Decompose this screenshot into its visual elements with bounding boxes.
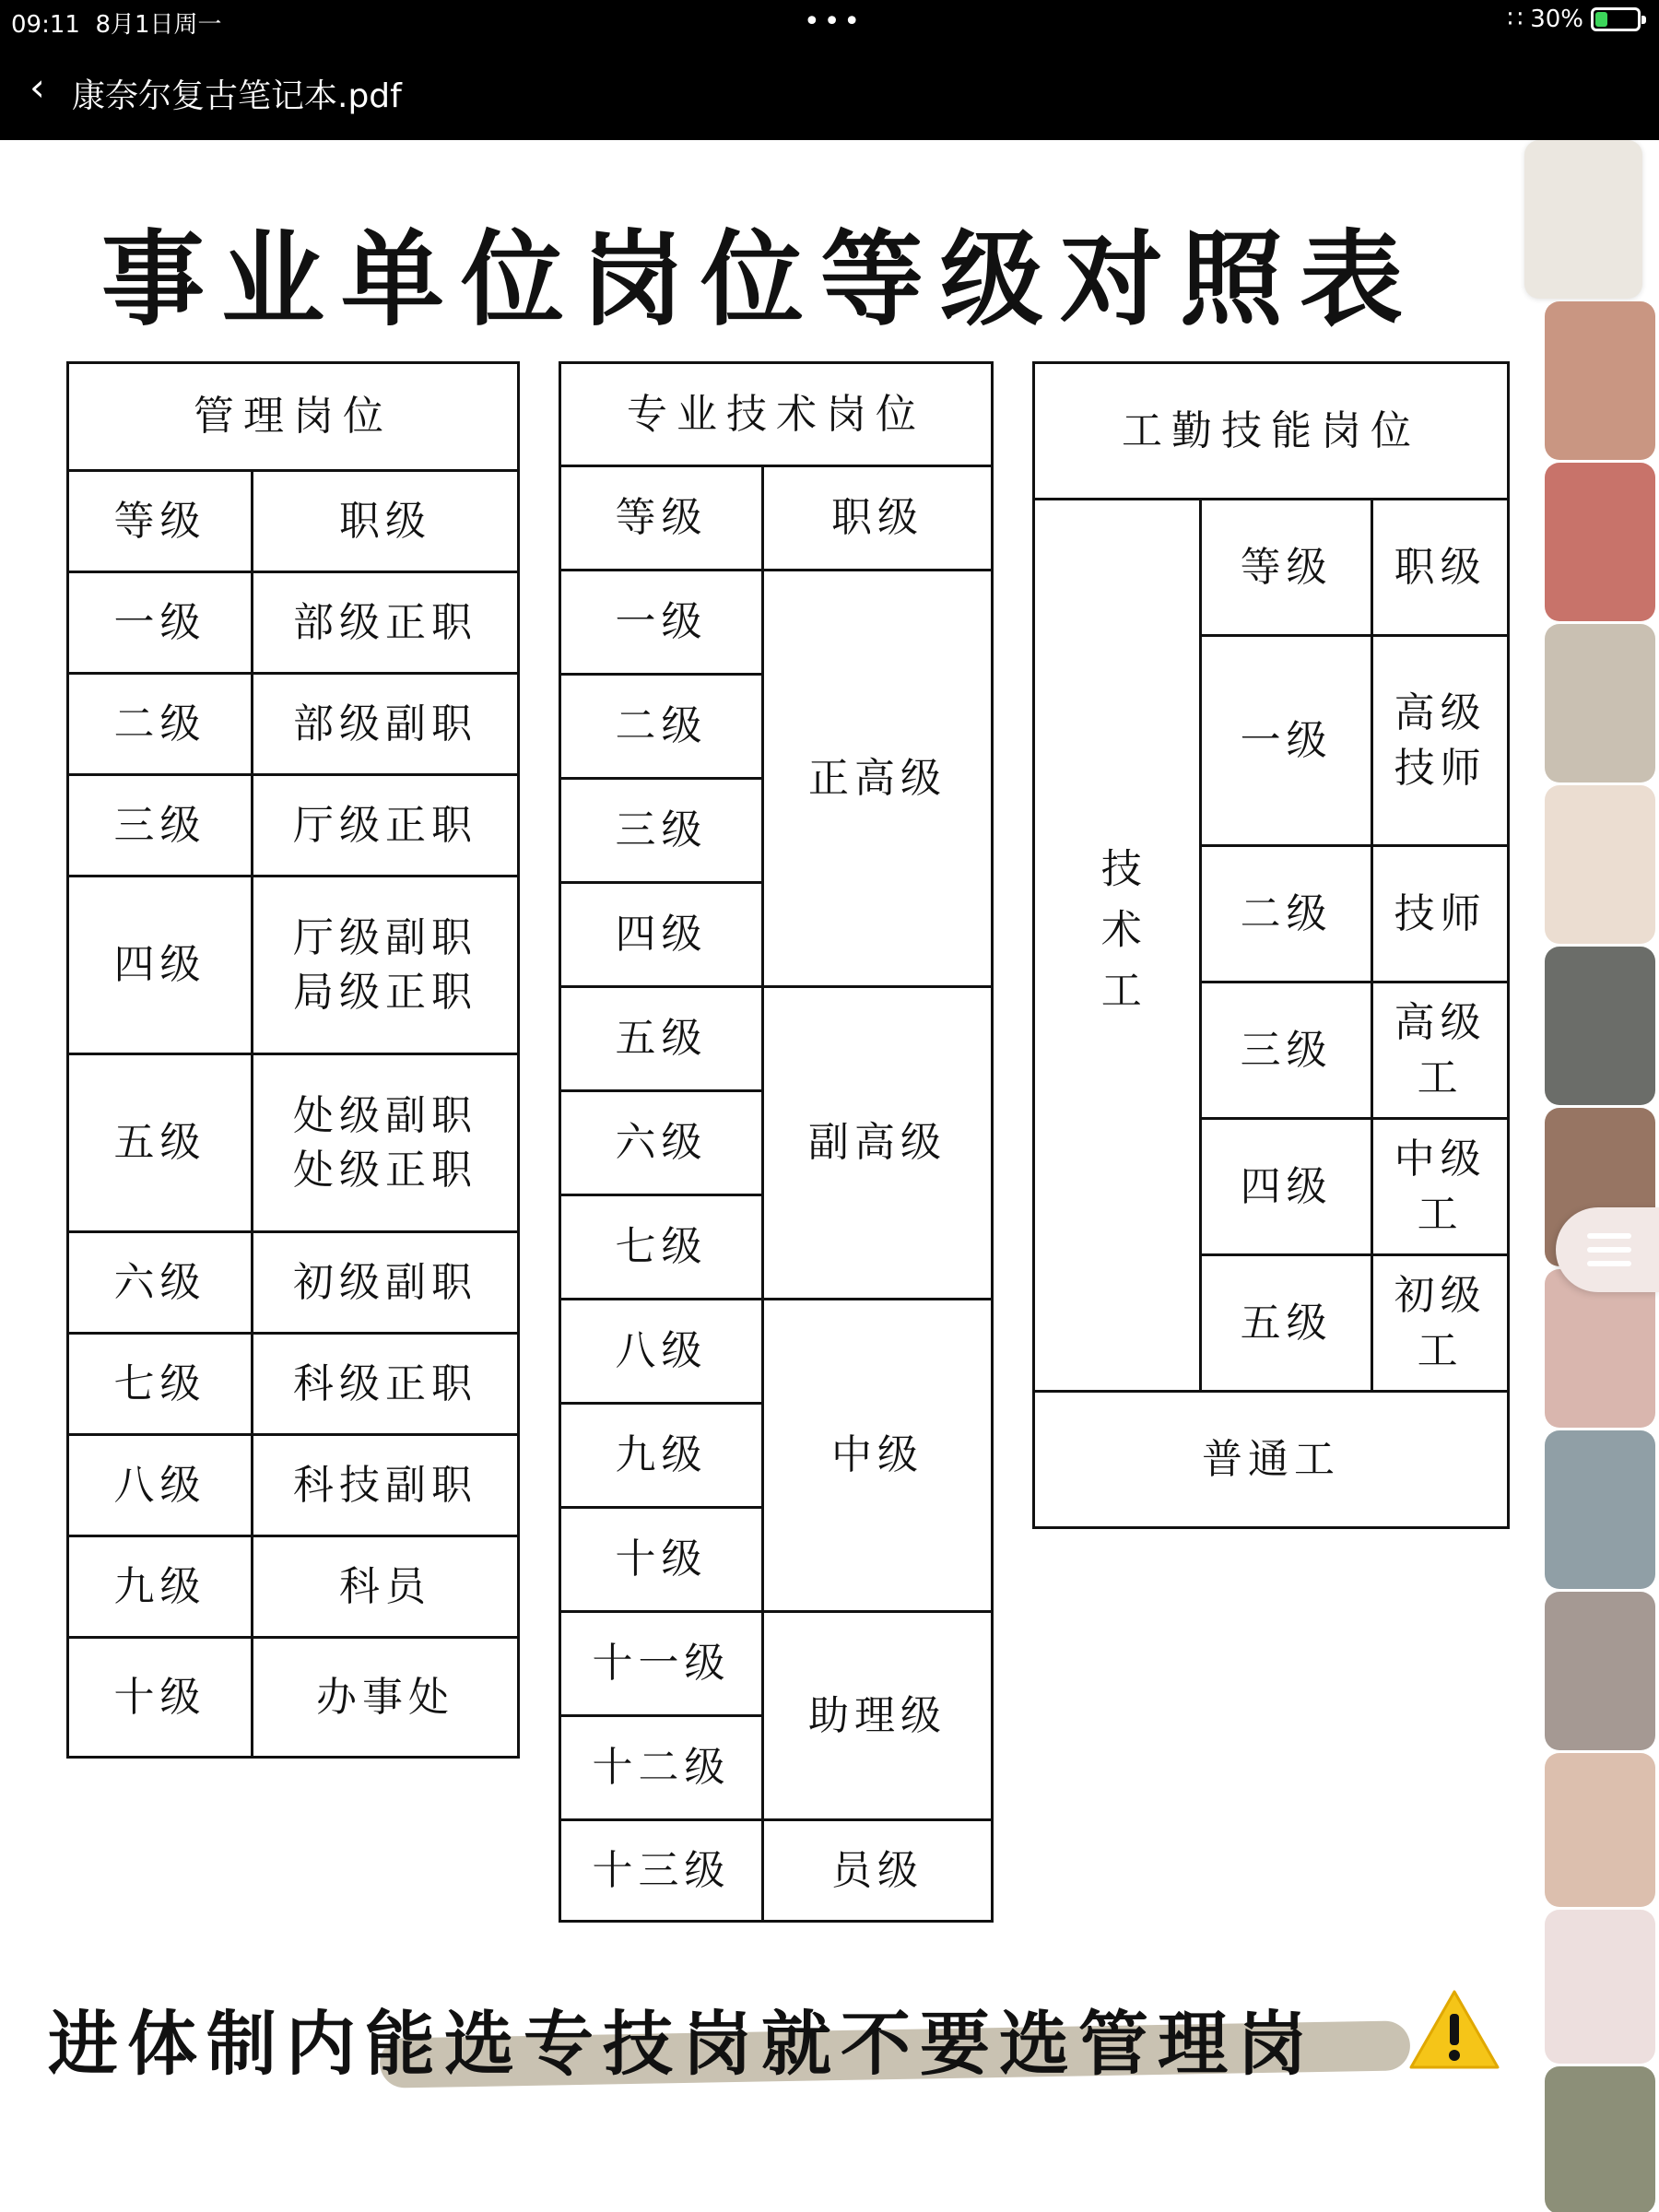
grade-cell: 四级 — [560, 883, 763, 987]
rank-cell: 办事处 — [253, 1638, 519, 1758]
grade-cell: 一级 — [68, 572, 253, 674]
notebook-tab-5[interactable] — [1545, 785, 1655, 944]
wifi-icon: ∷ — [1507, 6, 1524, 33]
rank-cell: 初级工 — [1372, 1255, 1509, 1392]
col-rank: 职级 — [763, 466, 993, 571]
notebook-tab-9[interactable] — [1545, 1430, 1655, 1589]
grade-cell: 一级 — [1201, 636, 1372, 846]
rank-cell: 科级正职 — [253, 1334, 519, 1435]
rank-cell: 员级 — [763, 1820, 993, 1922]
grade-cell: 二级 — [560, 675, 763, 779]
bottom-slogan: 进体制内能选专技岗就不要选管理岗 — [48, 2003, 1316, 2085]
grade-cell: 三级 — [68, 775, 253, 877]
grade-cell: 十二级 — [560, 1716, 763, 1820]
rank-cell: 部级副职 — [253, 674, 519, 775]
grade-cell: 一级 — [560, 571, 763, 675]
rank-cell: 初级副职 — [253, 1232, 519, 1334]
rank-cell: 正高级 — [763, 571, 993, 987]
grade-cell: 八级 — [560, 1300, 763, 1404]
general-worker-cell: 普通工 — [1034, 1392, 1509, 1528]
notebook-tab-4[interactable] — [1545, 624, 1655, 782]
rank-cell: 厅级正职 — [253, 775, 519, 877]
grade-cell: 五级 — [1201, 1255, 1372, 1392]
management-table — [66, 361, 520, 1759]
rank-cell: 副高级 — [763, 987, 993, 1300]
notebook-tab-2[interactable] — [1545, 301, 1655, 460]
grade-cell: 二级 — [68, 674, 253, 775]
notebook-tab-strip — [1521, 140, 1659, 2212]
rank-cell: 高级工 — [1372, 982, 1509, 1119]
col-grade: 等级 — [1201, 500, 1372, 636]
grade-cell: 三级 — [1201, 982, 1372, 1119]
pdf-page — [0, 140, 1521, 2212]
notebook-tab-6[interactable] — [1545, 947, 1655, 1105]
rank-cell: 中级 — [763, 1300, 993, 1612]
notebook-tab-3[interactable] — [1545, 463, 1655, 621]
document-title[interactable]: 康奈尔复古笔记本.pdf — [72, 77, 402, 115]
rank-cell: 处级副职 处级正职 — [253, 1054, 519, 1232]
grade-cell: 十三级 — [560, 1820, 763, 1922]
labor-group-cell — [1034, 500, 1201, 1392]
nav-bar — [0, 42, 1659, 140]
rank-cell: 科技副职 — [253, 1435, 519, 1536]
labor-table — [1032, 361, 1510, 1529]
rank-cell: 高级技师 — [1372, 636, 1509, 846]
rank-cell: 助理级 — [763, 1612, 993, 1820]
col-grade: 等级 — [560, 466, 763, 571]
grade-cell: 二级 — [1201, 846, 1372, 982]
labor-header: 工勤技能岗位 — [1034, 363, 1509, 500]
rank-cell: 技师 — [1372, 846, 1509, 982]
notebook-tab-13[interactable] — [1545, 2066, 1655, 2212]
grade-cell: 四级 — [68, 877, 253, 1054]
page-title: 事业单位岗位等级对照表 — [101, 219, 1419, 340]
col-grade: 等级 — [68, 471, 253, 572]
col-rank: 职级 — [1372, 500, 1509, 636]
grade-cell: 八级 — [68, 1435, 253, 1536]
technical-table — [559, 361, 994, 1923]
grade-cell: 十一级 — [560, 1612, 763, 1716]
management-header: 管理岗位 — [68, 363, 519, 471]
grade-cell: 十级 — [560, 1508, 763, 1612]
grade-cell: 十级 — [68, 1638, 253, 1758]
grade-cell: 九级 — [68, 1536, 253, 1638]
rank-cell: 科员 — [253, 1536, 519, 1638]
status-time: 09:11 8月1日周一 — [11, 11, 222, 39]
grade-cell: 三级 — [560, 779, 763, 883]
side-menu-handle-icon[interactable] — [1556, 1207, 1659, 1292]
grade-cell: 五级 — [560, 987, 763, 1091]
status-bar — [0, 0, 1659, 42]
labor-group-label: 技术工 — [1093, 846, 1141, 1030]
back-chevron-icon[interactable]: ‹ — [29, 65, 45, 110]
notebook-tab-1[interactable] — [1524, 140, 1642, 299]
grade-cell: 六级 — [560, 1091, 763, 1195]
more-dots-icon[interactable]: ••• — [804, 6, 865, 38]
battery-percent: 30% — [1530, 6, 1583, 33]
rank-cell: 厅级副职 局级正职 — [253, 877, 519, 1054]
grade-cell: 五级 — [68, 1054, 253, 1232]
warning-icon — [1408, 1988, 1500, 2071]
grade-cell: 七级 — [560, 1195, 763, 1300]
grade-cell: 四级 — [1201, 1119, 1372, 1255]
grade-cell: 六级 — [68, 1232, 253, 1334]
battery-icon — [1591, 7, 1641, 31]
notebook-tab-10[interactable] — [1545, 1592, 1655, 1750]
technical-header: 专业技术岗位 — [560, 363, 993, 466]
col-rank: 职级 — [253, 471, 519, 572]
rank-cell: 中级工 — [1372, 1119, 1509, 1255]
grade-cell: 七级 — [68, 1334, 253, 1435]
rank-cell: 部级正职 — [253, 572, 519, 674]
notebook-tab-8[interactable] — [1545, 1269, 1655, 1428]
grade-cell: 九级 — [560, 1404, 763, 1508]
notebook-tab-11[interactable] — [1545, 1753, 1655, 1907]
notebook-tab-12[interactable] — [1545, 1910, 1655, 2064]
status-right — [1508, 6, 1641, 33]
